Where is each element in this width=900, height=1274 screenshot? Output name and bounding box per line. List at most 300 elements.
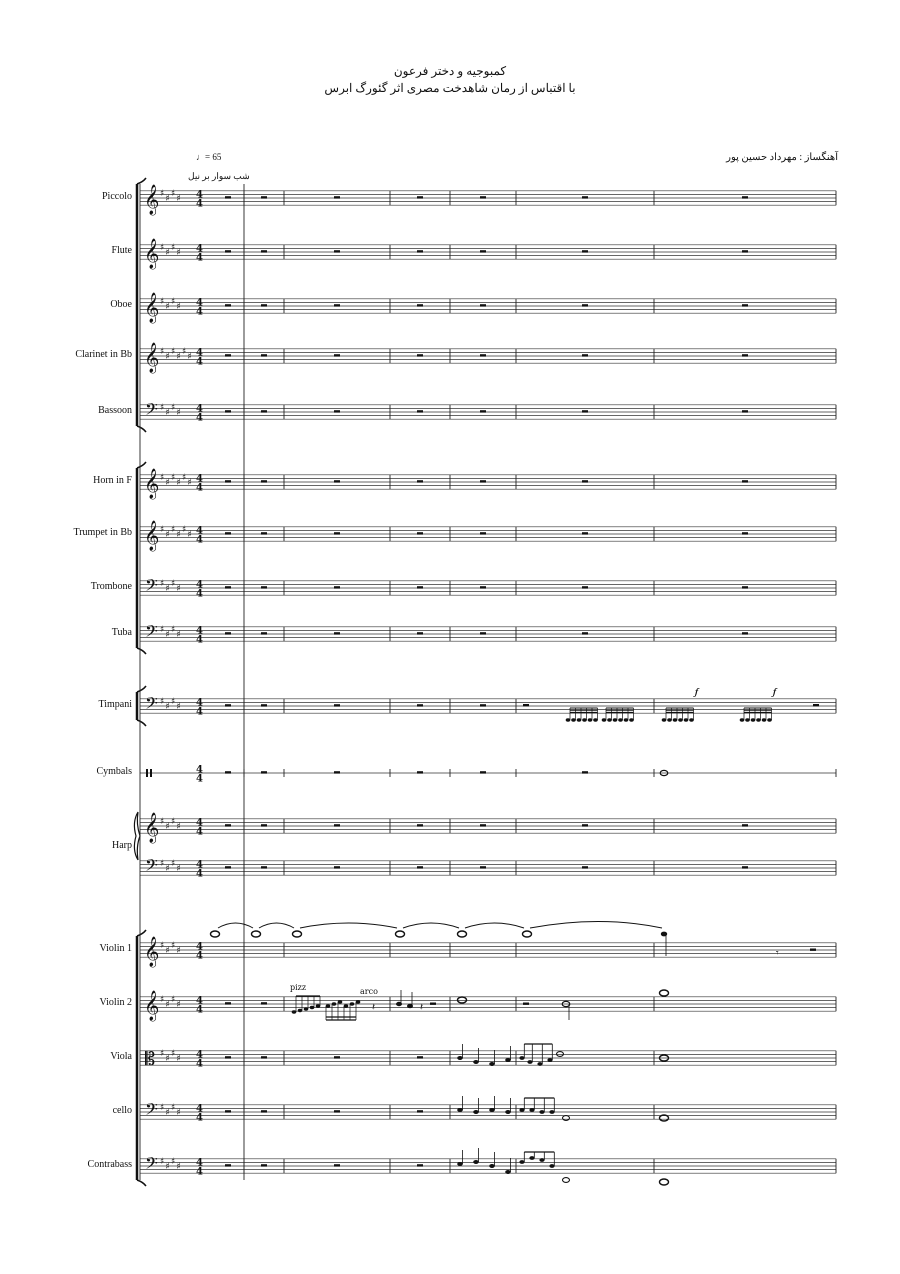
whole-rest-icon — [480, 824, 486, 826]
bass-clef-icon: 𝄢 — [145, 855, 158, 879]
eighth-note — [519, 1056, 524, 1060]
time-signature-bottom: 4 — [196, 588, 203, 600]
whole-rest-icon — [582, 866, 588, 868]
bracket-hook — [137, 720, 146, 726]
instrument-label: Cymbals — [96, 766, 132, 777]
sharp-icon: ♯ — [165, 408, 170, 418]
bracket-hook — [137, 648, 146, 654]
tie — [218, 923, 253, 928]
whole-rest-icon — [417, 1164, 423, 1166]
instrument-label: Violin 2 — [99, 997, 132, 1008]
note — [326, 1004, 331, 1007]
whole-rest-icon — [225, 532, 231, 534]
instrument-label: Clarinet in Bb — [75, 349, 132, 360]
whole-note — [458, 997, 467, 1003]
whole-rest-icon — [417, 532, 423, 534]
percussion-clef-icon — [146, 769, 148, 777]
whole-rest-icon — [480, 866, 486, 868]
eighth-rest-icon: 𝄾 — [776, 948, 779, 959]
whole-rest-icon — [582, 824, 588, 826]
whole-rest-icon — [334, 586, 340, 588]
eighth-note — [549, 1164, 554, 1168]
whole-rest-icon — [742, 824, 748, 826]
whole-rest-icon — [261, 704, 267, 706]
note — [350, 1002, 355, 1005]
whole-rest-icon — [334, 866, 340, 868]
note — [344, 1004, 349, 1007]
sharp-icon: ♯ — [171, 817, 176, 827]
whole-rest-icon — [225, 824, 231, 826]
half-rest-icon — [810, 949, 816, 951]
sharp-icon: ♯ — [176, 630, 181, 640]
percussion-clef-icon — [150, 769, 152, 777]
composer-credit: آهنگساز : مهرداد حسین پور — [726, 152, 838, 163]
whole-rest-icon — [417, 354, 423, 356]
whole-rest-icon — [480, 354, 486, 356]
sharp-icon: ♯ — [165, 478, 170, 488]
time-signature-top: 4 — [196, 243, 203, 255]
instrument-label: Bassoon — [98, 405, 132, 416]
sharp-icon: ♯ — [176, 702, 181, 712]
treble-clef-icon: 𝄞 — [144, 293, 160, 323]
tie — [300, 923, 397, 928]
whole-rest-icon — [480, 304, 486, 306]
whole-rest-icon — [417, 250, 423, 252]
timpani-note — [745, 718, 750, 721]
sharp-icon: ♯ — [160, 403, 165, 413]
time-signature-bottom: 4 — [196, 1004, 203, 1016]
whole-rest-icon — [480, 632, 486, 634]
whole-rest-icon — [742, 632, 748, 634]
timpani-note — [566, 718, 571, 721]
time-signature-top: 4 — [196, 697, 203, 709]
bass-clef-icon: 𝄢 — [145, 621, 158, 645]
sharp-icon: ♯ — [182, 473, 187, 483]
sharp-icon: ♯ — [176, 530, 181, 540]
note — [316, 1004, 321, 1007]
bass-clef-icon: 𝄢 — [145, 575, 158, 599]
whole-rest-icon — [480, 196, 486, 198]
sharp-icon: ♯ — [165, 530, 170, 540]
sharp-icon: ♯ — [160, 697, 165, 707]
whole-rest-icon — [480, 771, 486, 773]
half-rest-icon — [430, 1003, 436, 1005]
sharp-icon: ♯ — [176, 302, 181, 312]
treble-clef-icon: 𝄞 — [144, 813, 160, 843]
sharp-icon: ♯ — [160, 525, 165, 535]
whole-rest-icon — [742, 354, 748, 356]
whole-rest-icon — [225, 1056, 231, 1058]
timpani-note — [588, 718, 593, 721]
treble-clef-icon: 𝄞 — [144, 521, 160, 551]
instrument-label: Piccolo — [102, 191, 132, 202]
time-signature-top: 4 — [196, 473, 203, 485]
quarter-note — [473, 1160, 479, 1164]
instrument-label: Harp — [112, 840, 132, 851]
time-signature-top: 4 — [196, 347, 203, 359]
whole-rest-icon — [261, 586, 267, 588]
whole-note — [396, 931, 405, 937]
sharp-icon: ♯ — [160, 941, 165, 951]
eighth-note — [529, 1108, 534, 1112]
instrument-label: cello — [112, 1105, 132, 1116]
time-signature-bottom: 4 — [196, 482, 203, 494]
sharp-icon: ♯ — [176, 946, 181, 956]
sharp-icon: ♯ — [176, 1162, 181, 1172]
whole-note — [293, 931, 302, 937]
whole-rest-icon — [334, 1164, 340, 1166]
time-signature-top: 4 — [196, 859, 203, 871]
eighth-note — [549, 1110, 554, 1114]
whole-note — [523, 931, 532, 937]
timpani-note — [673, 718, 678, 721]
sharp-icon: ♯ — [171, 525, 176, 535]
time-signature-top: 4 — [196, 941, 203, 953]
bass-clef-icon: 𝄢 — [145, 1153, 158, 1177]
whole-rest-icon — [417, 632, 423, 634]
whole-rest-icon — [334, 704, 340, 706]
sharp-icon: ♯ — [165, 302, 170, 312]
instrument-label: Tuba — [111, 627, 132, 638]
whole-rest-icon — [225, 704, 231, 706]
sharp-icon: ♯ — [165, 1000, 170, 1010]
time-signature-top: 4 — [196, 403, 203, 415]
whole-rest-icon — [742, 410, 748, 412]
instrument-label: Horn in F — [93, 475, 132, 486]
sharp-icon: ♯ — [160, 579, 165, 589]
whole-rest-icon — [417, 586, 423, 588]
bass-clef-icon: 𝄢 — [145, 1099, 158, 1123]
timpani-note — [767, 718, 772, 721]
time-signature-top: 4 — [196, 1157, 203, 1169]
instrument-label: Timpani — [98, 699, 132, 710]
time-signature-bottom: 4 — [196, 826, 203, 838]
whole-rest-icon — [334, 824, 340, 826]
timpani-note — [618, 718, 623, 721]
whole-note — [252, 931, 261, 937]
time-signature-bottom: 4 — [196, 534, 203, 546]
tie — [403, 923, 459, 928]
time-signature-bottom: 4 — [196, 634, 203, 646]
time-signature-bottom: 4 — [196, 1166, 203, 1178]
tempo-marking: ♩= 65 — [196, 152, 222, 162]
whole-rest-icon — [225, 632, 231, 634]
whole-rest-icon — [480, 532, 486, 534]
half-note — [557, 1052, 564, 1057]
note — [304, 1007, 309, 1010]
sharp-icon: ♯ — [171, 625, 176, 635]
time-signature-top: 4 — [196, 579, 203, 591]
sharp-icon: ♯ — [171, 941, 176, 951]
whole-rest-icon — [417, 480, 423, 482]
eighth-note — [539, 1110, 544, 1114]
sharp-icon: ♯ — [176, 352, 181, 362]
whole-rest-icon — [261, 824, 267, 826]
sharp-icon: ♯ — [171, 579, 176, 589]
timpani-note — [667, 718, 672, 721]
sharp-icon: ♯ — [171, 1157, 176, 1167]
time-signature-top: 4 — [196, 764, 203, 776]
time-signature-top: 4 — [196, 625, 203, 637]
whole-rest-icon — [261, 866, 267, 868]
sharp-icon: ♯ — [171, 347, 176, 357]
sharp-icon: ♯ — [182, 525, 187, 535]
whole-note — [660, 1179, 669, 1185]
sharp-icon: ♯ — [165, 822, 170, 832]
whole-rest-icon — [225, 480, 231, 482]
time-signature-top: 4 — [196, 525, 203, 537]
whole-rest-icon — [480, 480, 486, 482]
sharp-icon: ♯ — [171, 1103, 176, 1113]
instrument-label: Viola — [110, 1051, 132, 1062]
dynamic-forte-icon: 𝆑 — [773, 687, 777, 698]
quarter-note — [457, 1108, 463, 1112]
quarter-note — [505, 1110, 511, 1114]
bracket-hook — [137, 462, 146, 468]
time-signature-bottom: 4 — [196, 706, 203, 718]
bass-clef-icon: 𝄢 — [145, 399, 158, 423]
sharp-icon: ♯ — [176, 408, 181, 418]
timpani-note — [629, 718, 634, 721]
instrument-label: Oboe — [110, 299, 132, 310]
quarter-note — [489, 1062, 495, 1066]
whole-rest-icon — [334, 1110, 340, 1112]
timpani-note — [740, 718, 745, 721]
sharp-icon: ♯ — [176, 822, 181, 832]
timpani-note — [582, 718, 587, 721]
whole-rest-icon — [225, 1002, 231, 1004]
sharp-icon: ♯ — [165, 1054, 170, 1064]
whole-rest-icon — [261, 480, 267, 482]
eighth-note — [519, 1108, 524, 1112]
whole-rest-icon — [261, 354, 267, 356]
sharp-icon: ♯ — [165, 194, 170, 204]
whole-rest-icon — [582, 532, 588, 534]
tie — [530, 922, 662, 929]
whole-rest-icon — [582, 586, 588, 588]
sharp-icon: ♯ — [187, 530, 192, 540]
time-signature-bottom: 4 — [196, 1058, 203, 1070]
whole-rest-icon — [225, 304, 231, 306]
eighth-note — [519, 1160, 524, 1164]
sharp-icon: ♯ — [160, 243, 165, 253]
treble-clef-icon: 𝄞 — [144, 185, 160, 215]
sharp-icon: ♯ — [160, 1157, 165, 1167]
bracket-hook — [137, 930, 146, 936]
whole-note — [660, 990, 669, 996]
whole-rest-icon — [742, 586, 748, 588]
quarter-rest-icon: 𝄽 — [372, 1002, 376, 1013]
time-signature-bottom: 4 — [196, 356, 203, 368]
instrument-label: Flute — [111, 245, 132, 256]
whole-rest-icon — [261, 1002, 267, 1004]
sharp-icon: ♯ — [165, 864, 170, 874]
sharp-icon: ♯ — [176, 864, 181, 874]
whole-rest-icon — [261, 250, 267, 252]
whole-rest-icon — [417, 1056, 423, 1058]
whole-rest-icon — [261, 1110, 267, 1112]
bracket-hook — [137, 1180, 146, 1186]
whole-rest-icon — [742, 532, 748, 534]
whole-rest-icon — [261, 532, 267, 534]
whole-rest-icon — [417, 771, 423, 773]
whole-rest-icon — [480, 410, 486, 412]
note — [338, 1000, 343, 1003]
note — [292, 1010, 297, 1013]
sharp-icon: ♯ — [182, 347, 187, 357]
whole-rest-icon — [225, 354, 231, 356]
sharp-icon: ♯ — [160, 859, 165, 869]
whole-rest-icon — [225, 250, 231, 252]
whole-rest-icon — [582, 480, 588, 482]
sharp-icon: ♯ — [165, 1162, 170, 1172]
timpani-note — [762, 718, 767, 721]
sharp-icon: ♯ — [165, 1108, 170, 1118]
sharp-icon: ♯ — [165, 248, 170, 258]
sharp-icon: ♯ — [176, 584, 181, 594]
whole-rest-icon — [480, 704, 486, 706]
timpani-note — [684, 718, 689, 721]
sharp-icon: ♯ — [176, 1108, 181, 1118]
eighth-note — [527, 1060, 532, 1064]
whole-rest-icon — [261, 632, 267, 634]
whole-rest-icon — [582, 771, 588, 773]
sharp-icon: ♯ — [176, 478, 181, 488]
sharp-icon: ♯ — [165, 584, 170, 594]
sharp-icon: ♯ — [176, 1000, 181, 1010]
instrument-label: Contrabass — [87, 1159, 132, 1170]
time-signature-bottom: 4 — [196, 306, 203, 318]
whole-rest-icon — [334, 410, 340, 412]
half-note — [563, 1116, 570, 1121]
whole-rest-icon — [225, 410, 231, 412]
timpani-note — [624, 718, 629, 721]
sharp-icon: ♯ — [160, 347, 165, 357]
whole-rest-icon — [261, 1056, 267, 1058]
quarter-note — [505, 1058, 511, 1062]
sharp-icon: ♯ — [176, 248, 181, 258]
sharp-icon: ♯ — [171, 297, 176, 307]
sharp-icon: ♯ — [176, 1054, 181, 1064]
timpani-note — [689, 718, 694, 721]
sharp-icon: ♯ — [171, 243, 176, 253]
whole-rest-icon — [334, 1056, 340, 1058]
sharp-icon: ♯ — [171, 189, 176, 199]
whole-rest-icon — [742, 250, 748, 252]
harp-brace — [134, 812, 140, 860]
tie — [259, 923, 294, 928]
sharp-icon: ♯ — [171, 995, 176, 1005]
timpani-note — [577, 718, 582, 721]
half-note — [563, 1178, 570, 1183]
time-signature-top: 4 — [196, 297, 203, 309]
sharp-icon: ♯ — [165, 352, 170, 362]
time-signature-top: 4 — [196, 995, 203, 1007]
whole-rest-icon — [225, 1110, 231, 1112]
bracket-hook — [137, 178, 146, 184]
time-signature-bottom: 4 — [196, 950, 203, 962]
sharp-icon: ♯ — [165, 630, 170, 640]
whole-rest-icon — [261, 1164, 267, 1166]
sharp-icon: ♯ — [171, 1049, 176, 1059]
whole-rest-icon — [742, 304, 748, 306]
timpani-note — [607, 718, 612, 721]
treble-clef-icon: 𝄞 — [144, 991, 160, 1021]
sharp-icon: ♯ — [160, 817, 165, 827]
timpani-note — [756, 718, 761, 721]
score-subtitle: با اقتباس از رمان شاهدخت مصری اثر گئورگ ابرس — [324, 81, 576, 95]
whole-rest-icon — [742, 480, 748, 482]
whole-rest-icon — [334, 304, 340, 306]
sharp-icon: ♯ — [171, 697, 176, 707]
treble-clef-icon: 𝄞 — [144, 469, 160, 499]
sharp-icon: ♯ — [160, 189, 165, 199]
time-signature-bottom: 4 — [196, 1112, 203, 1124]
whole-note — [211, 931, 220, 937]
quarter-note — [457, 1056, 463, 1060]
time-signature-bottom: 4 — [196, 412, 203, 424]
whole-rest-icon — [225, 771, 231, 773]
sharp-icon: ♯ — [187, 352, 192, 362]
sharp-icon: ♯ — [171, 473, 176, 483]
time-signature-bottom: 4 — [196, 868, 203, 880]
dynamic-forte-icon: 𝆑 — [695, 687, 699, 698]
whole-rest-icon — [582, 250, 588, 252]
eighth-note — [537, 1062, 542, 1066]
time-signature-top: 4 — [196, 1049, 203, 1061]
whole-rest-icon — [582, 410, 588, 412]
score-title: کمبوجیه و دختر فرعون — [393, 64, 507, 78]
time-signature-bottom: 4 — [196, 773, 203, 785]
whole-rest-icon — [334, 250, 340, 252]
half-rest-icon — [523, 1003, 529, 1005]
timpani-note — [678, 718, 683, 721]
whole-rest-icon — [417, 1110, 423, 1112]
bass-clef-icon: 𝄢 — [145, 693, 158, 717]
timpani-note — [662, 718, 667, 721]
whole-rest-icon — [334, 480, 340, 482]
quarter-note — [457, 1162, 463, 1166]
eighth-note — [539, 1158, 544, 1162]
timpani-note — [613, 718, 618, 721]
sharp-icon: ♯ — [160, 625, 165, 635]
sharp-icon: ♯ — [160, 473, 165, 483]
whole-rest-icon — [225, 1164, 231, 1166]
whole-rest-icon — [225, 196, 231, 198]
whole-rest-icon — [334, 196, 340, 198]
half-rest-icon — [813, 704, 819, 706]
timpani-note — [571, 718, 576, 721]
sharp-icon: ♯ — [160, 297, 165, 307]
bracket-hook — [137, 426, 146, 432]
instrument-label: Trombone — [90, 581, 132, 592]
instrument-label: Trumpet in Bb — [73, 527, 132, 538]
tie — [465, 923, 524, 928]
whole-rest-icon — [417, 866, 423, 868]
instrument-label: Violin 1 — [99, 943, 132, 954]
whole-rest-icon — [417, 704, 423, 706]
timpani-note — [593, 718, 598, 721]
quarter-note — [489, 1108, 495, 1112]
sharp-icon: ♯ — [171, 403, 176, 413]
whole-rest-icon — [417, 824, 423, 826]
tempo-text: شب سوار بر نیل — [188, 171, 250, 181]
whole-rest-icon — [480, 250, 486, 252]
whole-rest-icon — [417, 304, 423, 306]
sharp-icon: ♯ — [165, 946, 170, 956]
note — [332, 1002, 337, 1005]
arco-marking: arco — [360, 987, 378, 996]
